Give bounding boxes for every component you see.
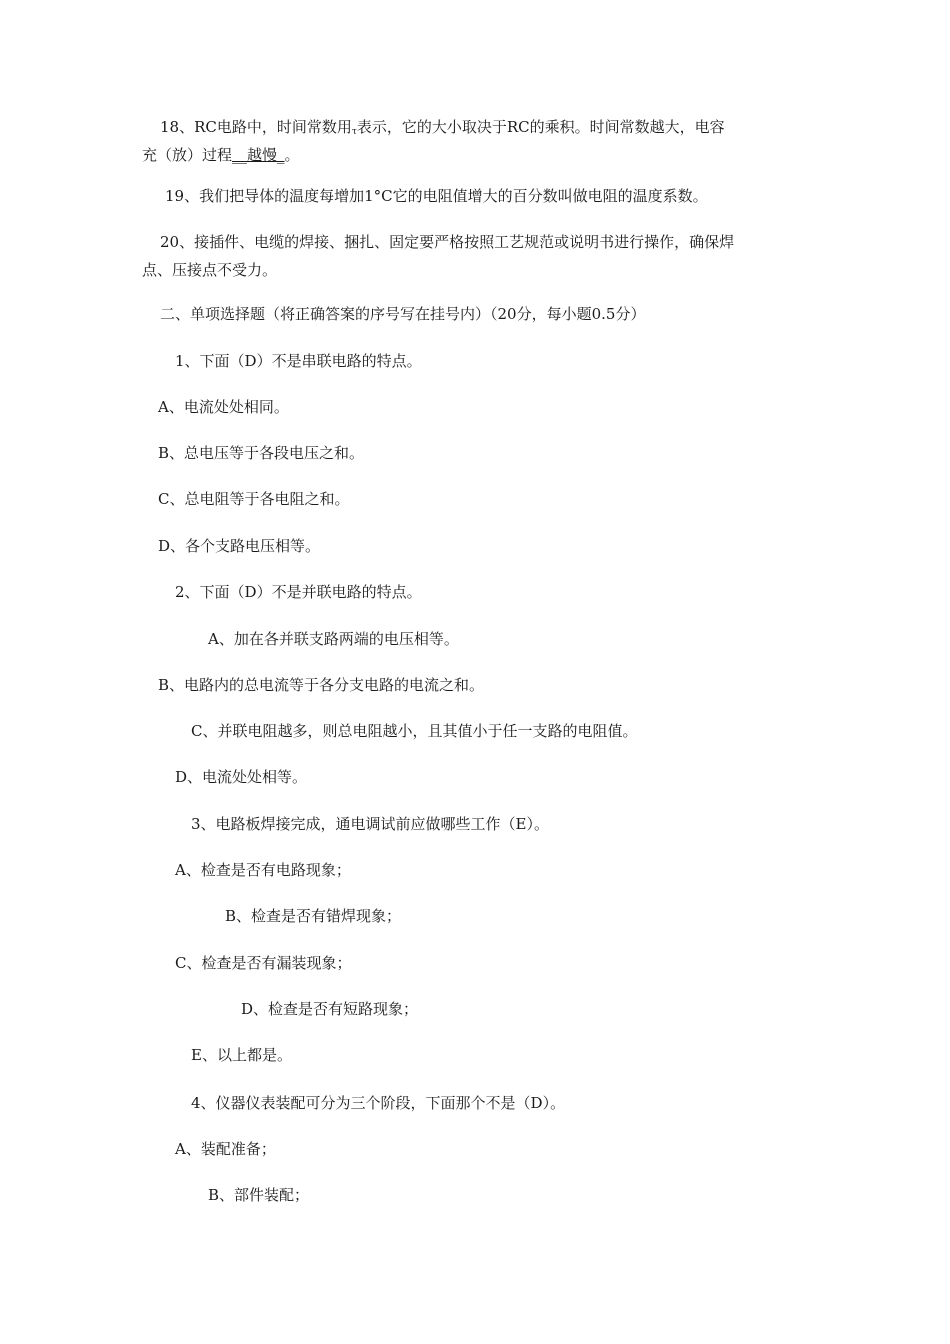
mc1-option-c: C、总电阻等于各电阻之和。 bbox=[158, 490, 350, 508]
mc3-option-e: E、以上都是。 bbox=[191, 1046, 292, 1064]
section-2-heading: 二、单项选择题（将正确答案的序号写在挂号内）（20分，每小题0.5分） bbox=[160, 305, 646, 323]
q18-text-c: 充（放）过程 bbox=[142, 146, 233, 164]
mc2-option-c: C、并联电阻越多，则总电阻越小，且其值小于任一支路的电阻值。 bbox=[191, 722, 638, 740]
q18-line-1 bbox=[160, 118, 725, 141]
tau-symbol: τ bbox=[351, 127, 357, 137]
mc3-option-d: D、检查是否有短路现象； bbox=[241, 1000, 419, 1018]
q20-line-2: 点、压接点不受力。 bbox=[142, 261, 278, 279]
q20-line-1: 20、接插件、电缆的焊接、捆扎、固定要严格按照工艺规范或说明书进行操作，确保焊 bbox=[160, 233, 735, 251]
q18-text-b: 表示，它的大小取决于RC的乘积。时间常数越大，电容 bbox=[356, 118, 725, 136]
mc4-option-a: A、装配准备； bbox=[175, 1140, 276, 1158]
mc3-question: 3、电路板焊接完成，通电调试前应做哪些工作（E）。 bbox=[191, 815, 549, 833]
mc2-option-a: A、加在各并联支路两端的电压相等。 bbox=[208, 630, 459, 648]
q18-answer-blank: __越慢_ bbox=[232, 146, 285, 164]
mc3-option-b: B、检查是否有错焊现象； bbox=[225, 907, 402, 925]
mc2-option-d: D、电流处处相等。 bbox=[175, 768, 308, 786]
mc3-option-c: C、检查是否有漏装现象； bbox=[175, 954, 352, 972]
q19-line: 19、我们把导体的温度每增加1°C它的电阻值增大的百分数叫做电阻的温度系数。 bbox=[165, 187, 708, 205]
mc1-option-b: B、总电压等于各段电压之和。 bbox=[158, 444, 365, 462]
mc2-question: 2、下面（D）不是并联电路的特点。 bbox=[175, 583, 422, 601]
q18-text-a: 18、RC电路中，时间常数用 bbox=[160, 118, 352, 136]
q18-text-d: 。 bbox=[284, 146, 300, 164]
mc3-option-a: A、检查是否有电路现象； bbox=[175, 861, 351, 879]
mc1-option-a: A、电流处处相同。 bbox=[158, 398, 289, 416]
mc1-question: 1、下面（D）不是串联电路的特点。 bbox=[175, 352, 422, 370]
mc4-question: 4、仪器仪表装配可分为三个阶段，下面那个不是（D）。 bbox=[191, 1094, 566, 1112]
q18-line-2 bbox=[142, 146, 300, 164]
mc2-option-b: B、电路内的总电流等于各分支电路的电流之和。 bbox=[158, 676, 485, 694]
mc1-option-d: D、各个支路电压相等。 bbox=[158, 537, 321, 555]
mc4-option-b: B、部件装配； bbox=[208, 1186, 310, 1204]
